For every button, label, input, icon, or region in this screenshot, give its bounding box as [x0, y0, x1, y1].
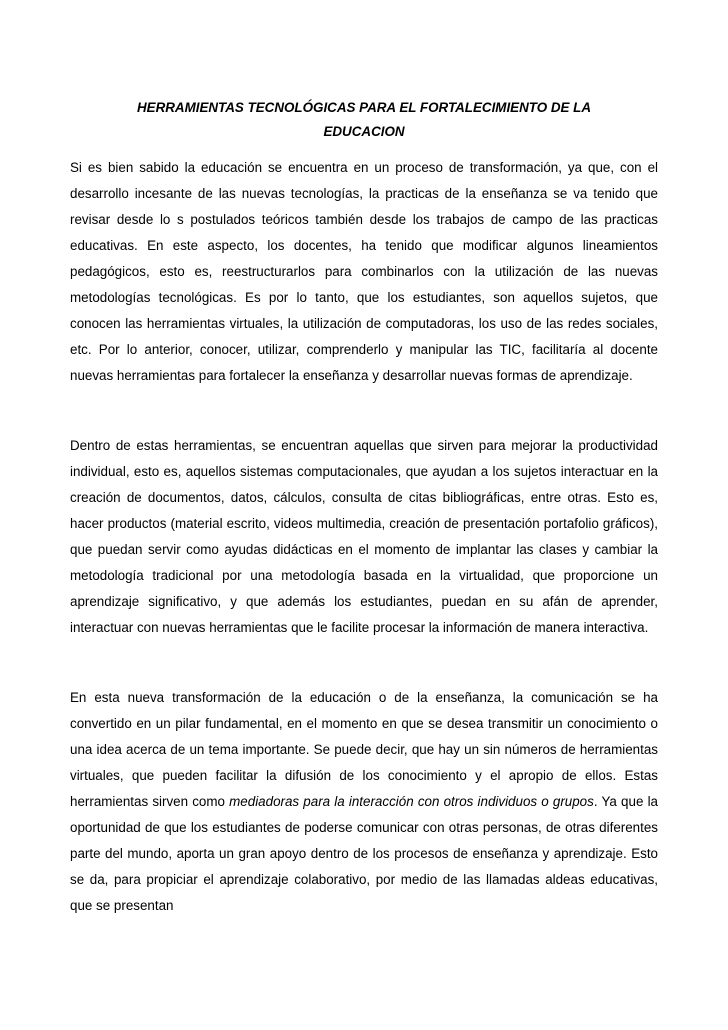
document-title [70, 96, 658, 144]
paragraph-2: Dentro de estas herramientas, se encuentran aquellas que sirven para mejorar la productividad individual, esto es, aquellos sistemas computacionales, que ayudan a los sujetos interactuar en la creación de documentos, datos, cálculos, consulta de citas bibliográficas, entre otras. Esto es, hacer productos (material escrito, videos multimedia, creación de presentación portafolio gráficos), que puedan servir como ayudas didácticas en el momento de implantar las clases y cambiar la metodología tradicional por una metodología basada en la virtualidad, que proporcione un aprendizaje significativo, y que además los estudiantes, puedan en su afán de aprender, interactuar con nuevas herramientas que le facilite procesar la información de manera interactiva. [70, 438, 658, 635]
document-page [70, 96, 658, 919]
paragraph-3-text-a: En esta nueva transformación de la educación o de la enseñanza, la comunicación se ha convertido en un pilar fundamental, en el momento en que se desea transmitir un conocimiento o una idea acerca de un tema importante. Se puede decir, que hay un sin números de herramientas virtuales, que pueden facilitar la difusión de los conocimiento y el apropio de ellos. Estas herramientas sirven como [70, 690, 658, 809]
paragraph-3 [70, 685, 658, 919]
title-line-1: HERRAMIENTAS TECNOLÓGICAS PARA EL FORTALECIMIENTO DE LA [136, 100, 592, 115]
paragraph-3-emphasis: mediadoras para la interacción con otros individuos o grupos [229, 794, 594, 809]
paragraph-1: Si es bien sabido la educación se encuentra en un proceso de transformación, ya que, con el desarrollo incesante de las nuevas tecnologías, la practicas de la enseñanza se va tenido que revisar desde lo s postulados teóricos también desde los trabajos de campo de las practicas educativas. En este aspecto, los docentes, ha tenido que modificar algunos lineamientos pedagógicos, esto es, reestructurarlos para combinarlos con la utilización de las nuevas metodologías tecnológicas. Es por lo tanto, que los estudiantes, son aquellos sujetos, que conocen las herramientas virtuales, la utilización de computadoras, los uso de las redes sociales, etc. Por lo anterior, conocer, utilizar, comprenderlo y manipular las TIC, facilitaría al docente nuevas herramientas para fortalecer la enseñanza y desarrollar nuevas formas de aprendizaje. [70, 160, 658, 383]
paragraph-spacer [70, 641, 658, 685]
paragraph-3-text-b: . Ya que la oportunidad de que los estudiantes de poderse comunicar con otras personas, de otras diferentes parte del mundo, aporta un gran apoyo dentro de los procesos de enseñanza y aprendizaje. Esto se da, para propiciar el aprendizaje colaborativo, por medio de las llamadas aldeas educativas, que se presentan [70, 794, 658, 913]
title-line-2: EDUCACION [323, 124, 405, 139]
paragraph-spacer [70, 389, 658, 433]
